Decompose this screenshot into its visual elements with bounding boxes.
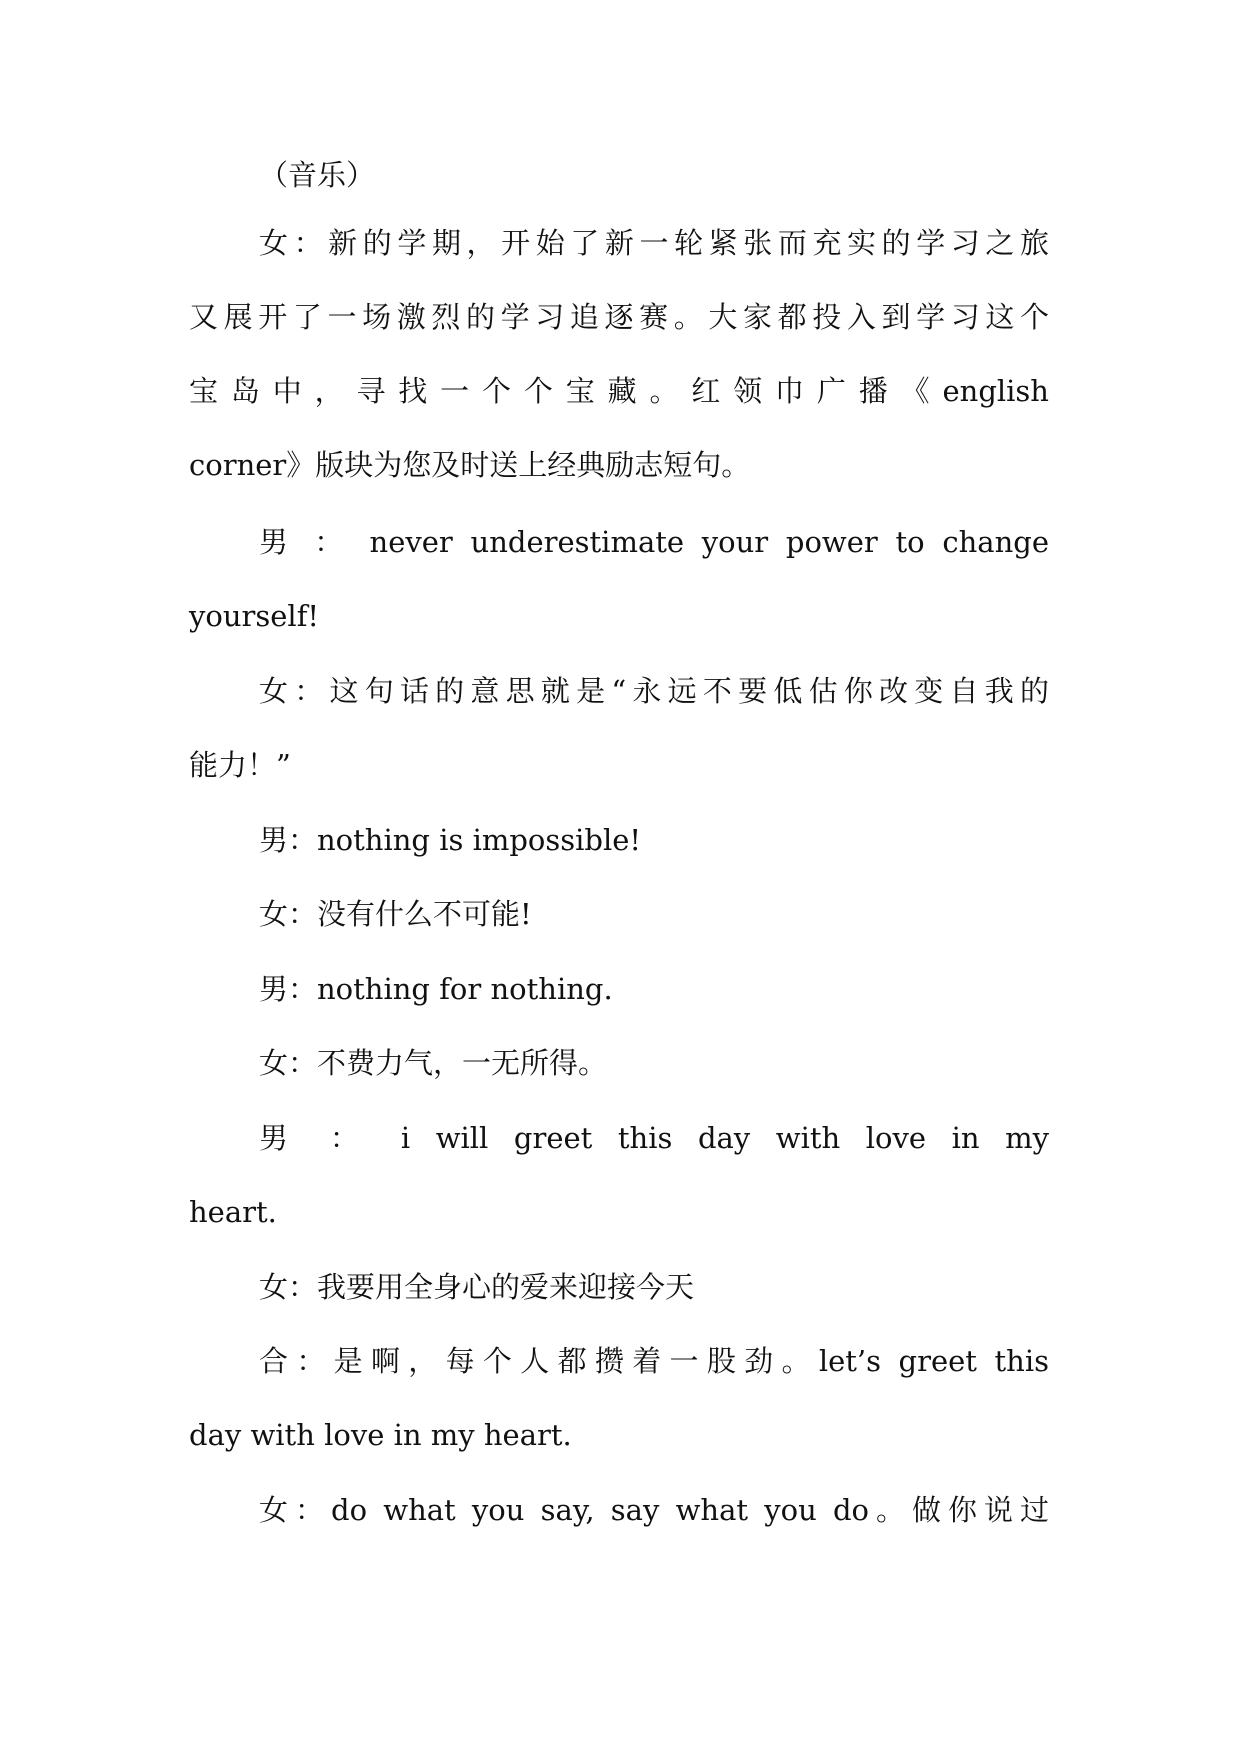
text-line: 男 ： i will greet this day with love in my — [259, 1121, 1049, 1155]
text-line: 男：nothing for nothing. — [259, 972, 613, 1006]
paragraph-male-4 — [189, 1101, 1049, 1249]
text-line: 合：是啊，每个人都攒着一股劲。let’s greet this — [259, 1344, 1049, 1378]
paragraph-together — [189, 1324, 1049, 1472]
text-line: 男：nothing is impossible! — [259, 823, 642, 857]
paragraph-music — [259, 138, 1049, 212]
text-line: （音乐） — [259, 158, 376, 192]
paragraph-male-3 — [259, 952, 1049, 1026]
paragraph-female-3 — [259, 1026, 1049, 1100]
text-line: 宝 岛 中 ， 寻 找 一 个 个 宝 藏 。 红 领 巾 广 播 《 english — [189, 374, 1049, 408]
paragraph-female-4 — [259, 1250, 1049, 1324]
text-line: corner》版块为您及时送上经典励志短句。 — [189, 448, 751, 482]
text-line: 女：do what you say, say what you do。做你说过 — [259, 1493, 1049, 1527]
paragraph-male-1 — [189, 505, 1049, 653]
text-line: 女：我要用全身心的爱来迎接今天 — [259, 1270, 695, 1304]
paragraph-female-1 — [189, 654, 1049, 802]
text-line: 能力！” — [189, 748, 291, 782]
text-line: 女：不费力气，一无所得。 — [259, 1046, 608, 1080]
text-line: 女：新的学期，开始了新一轮紧张而充实的学习之旅 — [259, 226, 1049, 260]
paragraph-female-2 — [259, 877, 1049, 951]
text-line: 男 ： never underestimate your power to change — [259, 525, 1049, 559]
text-line: yourself! — [189, 599, 320, 633]
text-line: day with love in my heart. — [189, 1418, 572, 1452]
text-line: 又展开了一场激烈的学习追逐赛。大家都投入到学习这个 — [189, 300, 1049, 334]
text-line: heart. — [189, 1195, 277, 1229]
paragraph-intro — [189, 206, 1049, 502]
paragraph-male-2 — [259, 803, 1049, 877]
paragraph-female-5 — [189, 1473, 1049, 1547]
text-line: 女：没有什么不可能! — [259, 897, 532, 931]
text-line: 女：这句话的意思就是“永远不要低估你改变自我的 — [259, 674, 1049, 708]
